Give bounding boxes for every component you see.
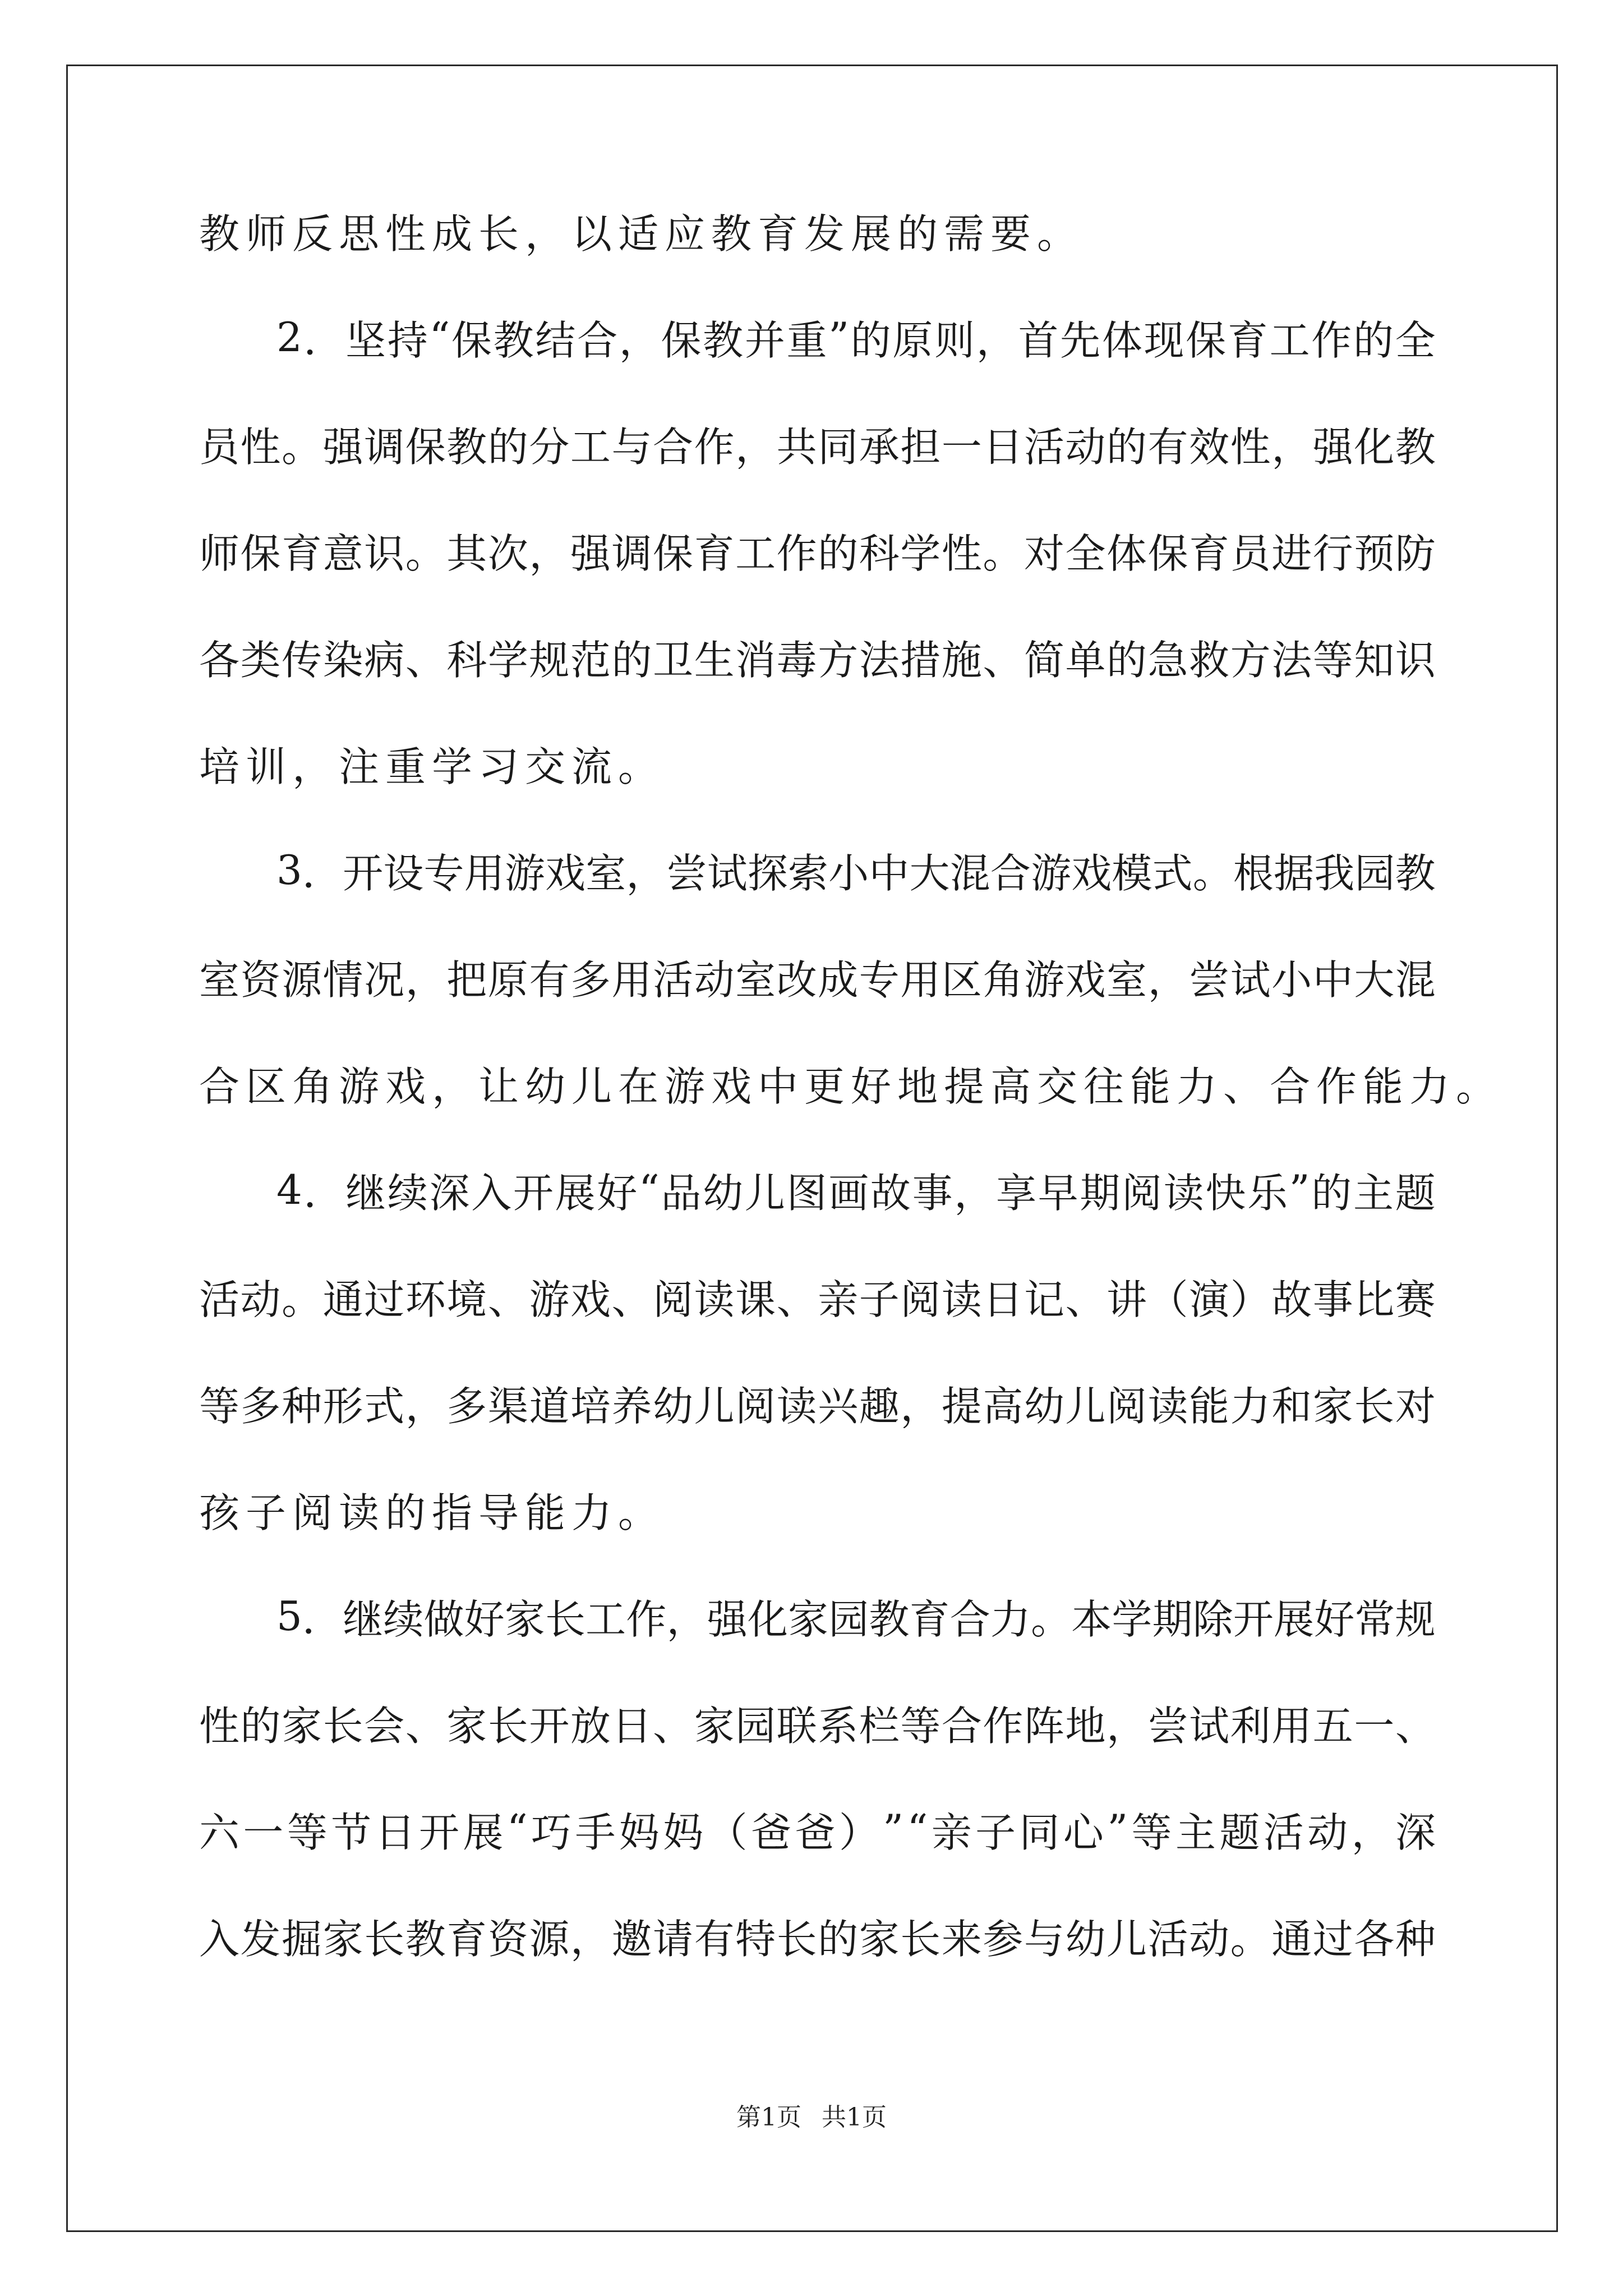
text-line: 活 动 。 通 过 环 境 、 游 戏 、 阅 读 课 、 亲 子 阅 读 日 记 、 讲 （ 演 ） 故 事 比 赛: [199, 1276, 1436, 1323]
text-line: 室 资 源 情 况 ， 把 原 有 多 用 活 动 室 改 成 专 用 区 角 游 戏 室 ， 尝 试 小 中 大 混: [199, 956, 1436, 1004]
text-line: 各 类 传 染 病 、 科 学 规 范 的 卫 生 消 毒 方 法 措 施 、 简 单 的 急 救 方 法 等 知 识: [199, 637, 1436, 684]
document-body: [199, 194, 1503, 1973]
page-number-current: 第1页: [736, 2103, 801, 2132]
text-line: 孩子阅读的指导能力。: [199, 1489, 665, 1536]
text-line: 员 性 。 强 调 保 教 的 分 工 与 合 作 ， 共 同 承 担 一 日 活 动 的 有 效 性 ， 强 化 教: [199, 424, 1436, 471]
text-line: 3 ． 开 设 专 用 游 戏 室 ， 尝 试 探 索 小 中 大 混 合 游 戏 模 式 。 根 据 我 园 教: [276, 846, 1436, 897]
text-line: 师 保 育 意 识 。 其 次 ， 强 调 保 育 工 作 的 科 学 性 。 对 全 体 保 育 员 进 行 预 防: [199, 530, 1436, 577]
text-line: 培训，注重学习交流。: [199, 743, 665, 790]
text-line: 5 ． 继 续 做 好 家 长 工 作 ， 强 化 家 园 教 育 合 力 。 本 学 期 除 开 展 好 常 规: [276, 1593, 1436, 1643]
text-line: 六 一 等 节 日 开 展 “ 巧 手 妈 妈 （ 爸 爸 ） ” “ 亲 子 同 心 ” 等 主 题 活 动 ， 深: [199, 1806, 1436, 1856]
text-line: 4 ． 继 续 深 入 开 展 好 “ 品 幼 儿 图 画 故 事 ， 享 早 期 阅 读 快 乐 ” 的 主 题: [276, 1166, 1436, 1217]
text-line: 等 多 种 形 式 ， 多 渠 道 培 养 幼 儿 阅 读 兴 趣 ， 提 高 幼 儿 阅 读 能 力 和 家 长 对: [199, 1383, 1436, 1430]
text-line: 性 的 家 长 会 、 家 长 开 放 日 、 家 园 联 系 栏 等 合 作 阵 地 ， 尝 试 利 用 五 一 、: [199, 1703, 1436, 1750]
text-line: 教师反思性成长，以适应教育发展的需要。: [199, 210, 1084, 257]
text-line: 合区角游戏，让幼儿在游戏中更好地提高交往能力、合作能力。: [199, 1063, 1503, 1110]
text-line: 入 发 掘 家 长 教 育 资 源 ， 邀 请 有 特 长 的 家 长 来 参 与 幼 儿 活 动 。 通 过 各 种: [199, 1916, 1436, 1963]
text-line: 2 ． 坚 持 “ 保 教 结 合 ， 保 教 并 重 ” 的 原 则 ， 首 先 体 现 保 育 工 作 的 全: [276, 314, 1436, 364]
page-footer: [0, 2097, 1623, 2133]
page-number-total: 共1页: [822, 2103, 887, 2132]
